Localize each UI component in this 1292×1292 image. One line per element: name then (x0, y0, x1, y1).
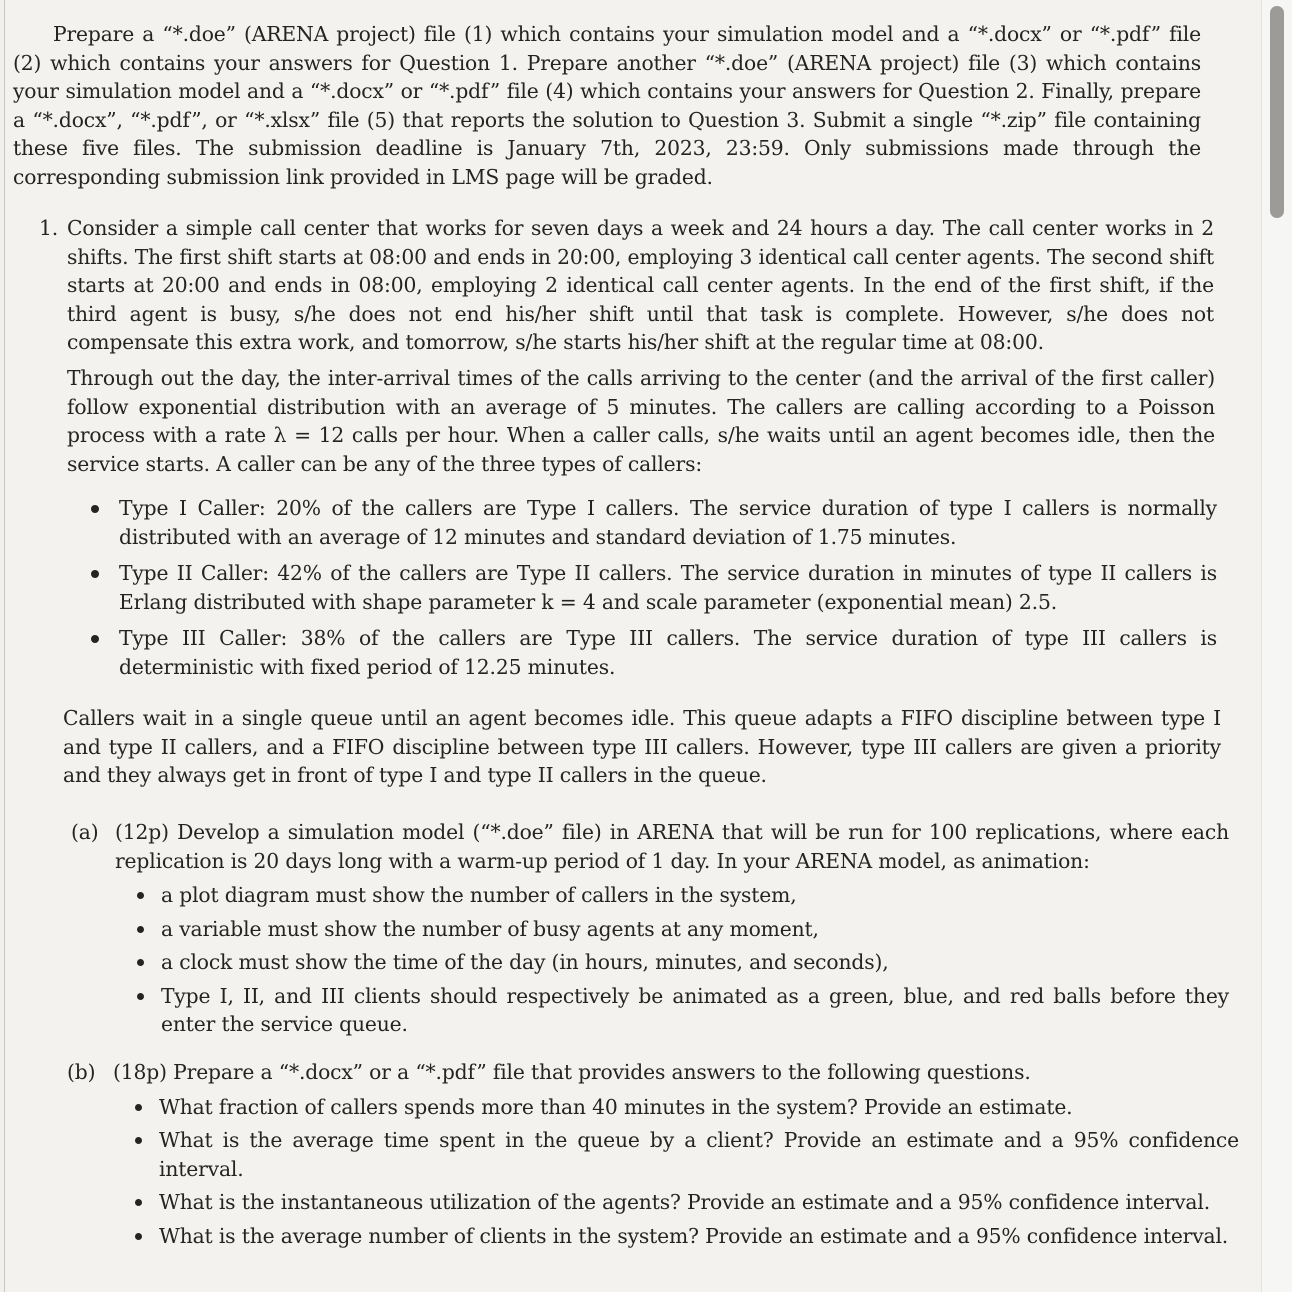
bullet-icon (137, 926, 144, 933)
part-a-label: (a) (71, 820, 99, 844)
list-item (133, 1126, 1239, 1183)
bullet-icon (135, 1233, 142, 1240)
part-a-text: (12p) Develop a simulation model (“*.doe” file) in ARENA that will be run for 100 replications, where each replication is 20 days long with a warm-up period of 1 day. In your ARENA model, as animation: (115, 820, 1229, 873)
bullet-icon (135, 1104, 142, 1111)
submission-instructions: Prepare a “*.doe” (ARENA project) file (1) which contains your simulation model and a “*.docx” or “*.pdf” file (2) which contains your answers for Question 1. Prepare another “*.doe” (ARENA project) file (3) which contains your simulation model and a “*.docx” or “*.pdf” file (4) which contains your answers for Question 2. Finally, prepare a “*.docx”, “*.pdf”, or “*.xlsx” file (5) that reports the solution to Question 3. Submit a single “*.zip” file containing these five files. The submission deadline is January 7th, 2023, 23:59. Only submissions made through the corresponding submission link provided in LMS page will be graded. (13, 22, 1201, 189)
list-item (87, 624, 1217, 681)
question-1-paragraph-3: Callers wait in a single queue until an agent becomes idle. This queue adapts a FIFO discipline between type I and type II callers, and a FIFO discipline between type III callers. However, type III callers are given a priority and they always get in front of type I and type II callers in the queue. (63, 706, 1221, 787)
caller-type-1: Type I Caller: 20% of the callers are Type I callers. The service duration of type I callers is normally distributed with an average of 12 minutes and standard deviation of 1.75 minutes. (119, 496, 1217, 549)
bullet-icon (135, 1199, 142, 1206)
bullet-icon (91, 570, 99, 578)
scrollbar-thumb[interactable] (1270, 6, 1284, 218)
part-a-item-text: a variable must show the number of busy agents at any moment, (161, 916, 819, 941)
list-item (87, 559, 1217, 616)
list-item (133, 1222, 1239, 1251)
part-b-list (133, 1093, 1239, 1251)
list-item (87, 494, 1217, 551)
bullet-icon (137, 959, 144, 966)
list-item (135, 948, 1229, 977)
list-item (133, 1093, 1239, 1122)
list-item (133, 1188, 1239, 1217)
part-b-text: (18p) Prepare a “*.docx” or a “*.pdf” file that provides answers to the following questions. (113, 1060, 1031, 1084)
part-a-list (135, 881, 1229, 1039)
bullet-icon (91, 635, 99, 643)
list-item (135, 982, 1229, 1039)
list-item (135, 915, 1229, 944)
part-b-item-text: What is the average time spent in the queue by a client? Provide an estimate and a 95% confidence interval. (159, 1128, 1239, 1181)
document-page (4, 0, 1263, 1292)
part-b-item-text: What is the instantaneous utilization of the agents? Provide an estimate and a 95% confidence interval. (159, 1190, 1210, 1214)
list-item (135, 881, 1229, 910)
part-b (67, 1058, 1239, 1255)
bullet-icon (137, 993, 144, 1000)
vertical-scrollbar[interactable] (1261, 0, 1292, 1292)
caller-type-3: Type III Caller: 38% of the callers are Type III callers. The service duration of type III callers is deterministic with fixed period of 12.25 minutes. (119, 626, 1217, 679)
part-a (71, 818, 1229, 1044)
part-b-label: (b) (67, 1060, 96, 1084)
part-a-item-text: Type I, II, and III clients should respectively be animated as a green, blue, and red balls before they enter the service queue. (161, 983, 1229, 1036)
question-1-paragraph-1: Consider a simple call center that works for seven days a week and 24 hours a day. The call center works in 2 shifts. The first shift starts at 08:00 and ends in 20:00, employing 3 identical call center agents. The second shift starts at 20:00 and ends in 08:00, employing 2 identical call center agents. In the end of the first shift, if the third agent is busy, s/he does not end his/her shift until that task is complete. However, s/he does not compensate this extra work, and tomorrow, s/he starts his/her shift at the regular time at 08:00. (67, 216, 1214, 354)
bullet-icon (137, 892, 144, 899)
caller-type-2: Type II Caller: 42% of the callers are Type II callers. The service duration in minutes of type II callers is Erlang distributed with shape parameter k = 4 and scale parameter (exponential mean) 2.5. (119, 561, 1217, 614)
part-b-item-text: What is the average number of clients in the system? Provide an estimate and a 95% confidence interval. (159, 1223, 1229, 1248)
bullet-icon (91, 505, 99, 513)
bullet-icon (135, 1137, 142, 1144)
caller-types-list (87, 494, 1217, 689)
part-a-item-text: a plot diagram must show the number of callers in the system, (161, 883, 797, 907)
question-1 (39, 214, 1214, 357)
part-b-item-text: What fraction of callers spends more than 40 minutes in the system? Provide an estimate. (159, 1094, 1073, 1119)
part-a-item-text: a clock must show the time of the day (in hours, minutes, and seconds), (161, 950, 889, 974)
question-1-paragraph-2: Through out the day, the inter-arrival times of the calls arriving to the center (and the arrival of the first caller) follow exponential distribution with an average of 5 minutes. The callers are calling according to a Poisson process with a rate λ = 12 calls per hour. When a caller calls, s/he waits until an agent becomes idle, then the service starts. A caller can be any of the three types of callers: (67, 366, 1215, 476)
question-number: 1. (39, 216, 59, 240)
